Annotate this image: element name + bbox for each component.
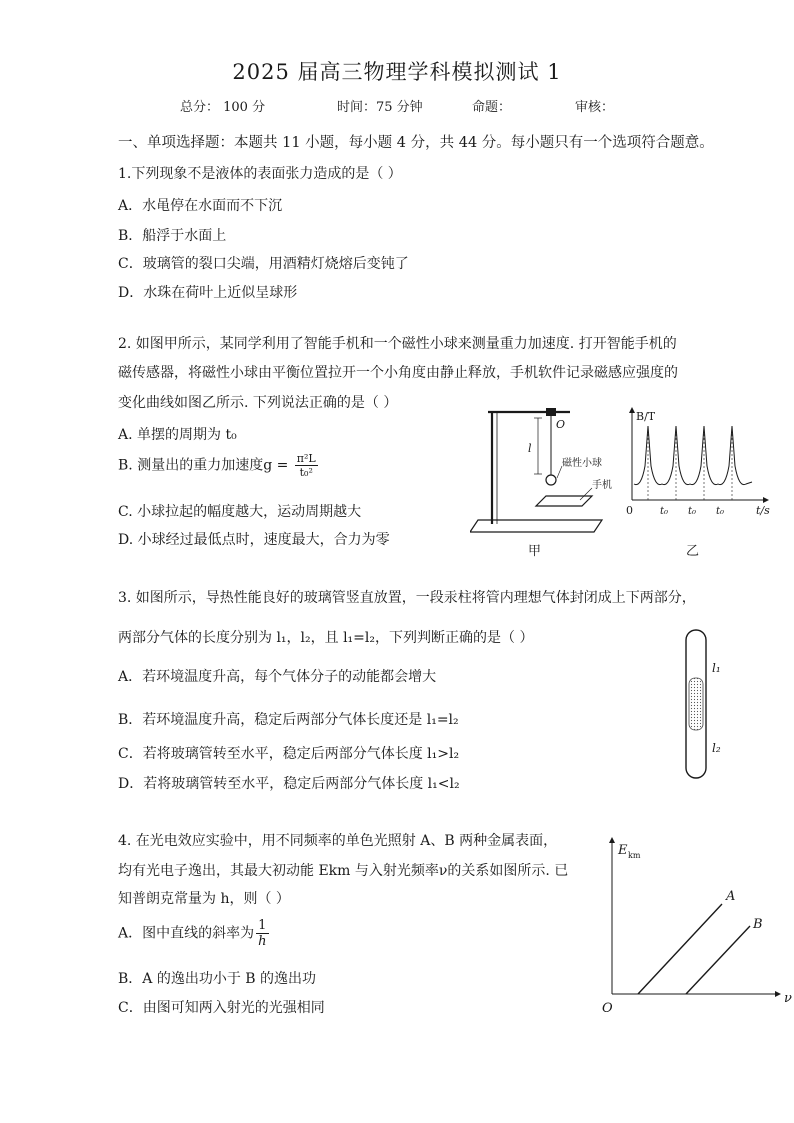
ekm-x-label: ν [784, 991, 792, 1006]
q2-option-b-text: B. 测量出的重力加速度g = [118, 457, 293, 474]
label-l2: l₂ [712, 741, 721, 755]
page-title: 2025 届高三物理学科模拟测试 1 [232, 60, 562, 84]
q4-option-a-numerator: 1 [256, 918, 268, 934]
q4-stem-line2: 均有光电子逸出，其最大初动能 Ekm 与入射光频率ν的关系如图所示. 已 [118, 863, 569, 879]
exam-time: 时间：75 分钟 [337, 100, 423, 115]
magnetic-ball [546, 475, 556, 485]
ekm-label-A: A [726, 889, 736, 904]
q4-stem-line1: 4. 在光电效应实验中，用不同频率的单色光照射 A、B 两种金属表面， [118, 833, 558, 849]
ekm-label-B: B [753, 917, 763, 932]
ekm-origin: O [602, 1001, 613, 1016]
q3-option-b: B．若环境温度升高，稳定后两部分气体长度还是 l₁=l₂ [118, 712, 459, 728]
q3-option-a: A．若环境温度升高，每个气体分子的动能都会增大 [118, 669, 437, 685]
q2-option-c: C. 小球拉起的幅度越大，运动周期越大 [118, 504, 362, 520]
q2-stem-line3: 变化曲线如图乙所示. 下列说法正确的是（ ） [118, 395, 398, 411]
pendulum-clamp [546, 408, 556, 416]
q1-option-d: D．水珠在荷叶上近似呈球形 [118, 285, 298, 301]
q4-option-a [118, 918, 271, 949]
q2-option-b [118, 452, 320, 479]
q2-option-b-numerator: π²L [296, 452, 316, 465]
q2-stem-line2: 磁传感器，将磁性小球由平衡位置拉开一个小角度由静止释放，手机软件记录磁感应强度的 [118, 365, 678, 381]
q3-stem-line1: 3. 如图所示，导热性能良好的玻璃管竖直放置，一段汞柱将管内理想气体封闭成上下两部分， [118, 590, 696, 606]
bt-tick-2: t₀ [688, 506, 697, 517]
phone [536, 496, 592, 506]
q2-option-b-denominator: t₀² [299, 466, 313, 479]
bt-dash-lines [648, 426, 732, 500]
label-l: l [528, 442, 532, 455]
label-ball: 磁性小球 [562, 458, 602, 469]
q4-figure-ekm-graph [600, 832, 794, 1022]
bt-x-label: t/s [756, 504, 770, 517]
q2-stem-line1: 2. 如图甲所示，某同学利用了智能手机和一个磁性小球来测量重力加速度. 打开智能手机的 [118, 336, 677, 352]
q4-stem-line3: 知普朗克常量为 h，则（ ） [118, 891, 290, 907]
bt-curve [634, 426, 752, 485]
q4-option-c: C．由图可知两入射光的光强相同 [118, 1000, 325, 1016]
pendulum-base [470, 520, 602, 532]
q2-figure-bt-graph [620, 400, 790, 560]
q4-option-a-fraction [256, 918, 268, 949]
line-A [638, 904, 722, 994]
caption-yi: 乙 [686, 544, 700, 559]
q2-option-a: A. 单摆的周期为 t₀ [118, 427, 237, 443]
total-score: 总分： 100 分 [180, 100, 266, 115]
line-B [686, 926, 750, 994]
ekm-y-subscript: km [628, 851, 641, 860]
q2-option-b-fraction [295, 452, 318, 479]
q3-stem-line2: 两部分气体的长度分别为 l₁，l₂，且 l₁=l₂，下列判断正确的是（ ） [118, 630, 534, 646]
q4-option-a-denominator: h [258, 934, 267, 949]
caption-jia: 甲 [528, 544, 542, 559]
bt-origin: 0 [626, 504, 633, 517]
q1-option-b: B．船浮于水面上 [118, 228, 227, 244]
q1-stem: 1.下列现象不是液体的表面张力造成的是（ ） [118, 166, 402, 182]
author-field: 命题： [472, 100, 512, 115]
bt-y-label: B/T [636, 410, 656, 423]
q3-figure-tube [678, 626, 738, 786]
section-heading: 一、单项选择题：本题共 11 小题，每小题 4 分，共 44 分。每小题只有一个选项符合题意。 [118, 135, 714, 151]
bt-tick-3: t₀ [716, 506, 725, 517]
q1-option-c: C．玻璃管的裂口尖端，用酒精灯烧熔后变钝了 [118, 256, 409, 272]
q3-option-d: D．若将玻璃管转至水平，稳定后两部分气体长度 l₁<l₂ [118, 776, 460, 792]
q1-option-a: A．水黾停在水面而不下沉 [118, 198, 283, 214]
label-phone: 手机 [592, 480, 612, 491]
q2-figure-pendulum [470, 400, 620, 560]
q4-option-b: B．A 的逸出功小于 B 的逸出功 [118, 971, 317, 987]
ekm-y-label: E [618, 843, 628, 858]
bt-tick-1: t₀ [660, 506, 669, 517]
mercury-column [689, 678, 703, 730]
q2-option-d: D. 小球经过最低点时，速度最大，合力为零 [118, 532, 390, 548]
q4-option-a-text: A．图中直线的斜率为 [118, 925, 255, 942]
q3-option-c: C．若将玻璃管转至水平，稳定后两部分气体长度 l₁>l₂ [118, 746, 460, 762]
label-O: O [556, 418, 566, 431]
reviewer-field: 审核： [575, 100, 615, 115]
label-l1: l₁ [712, 661, 721, 675]
